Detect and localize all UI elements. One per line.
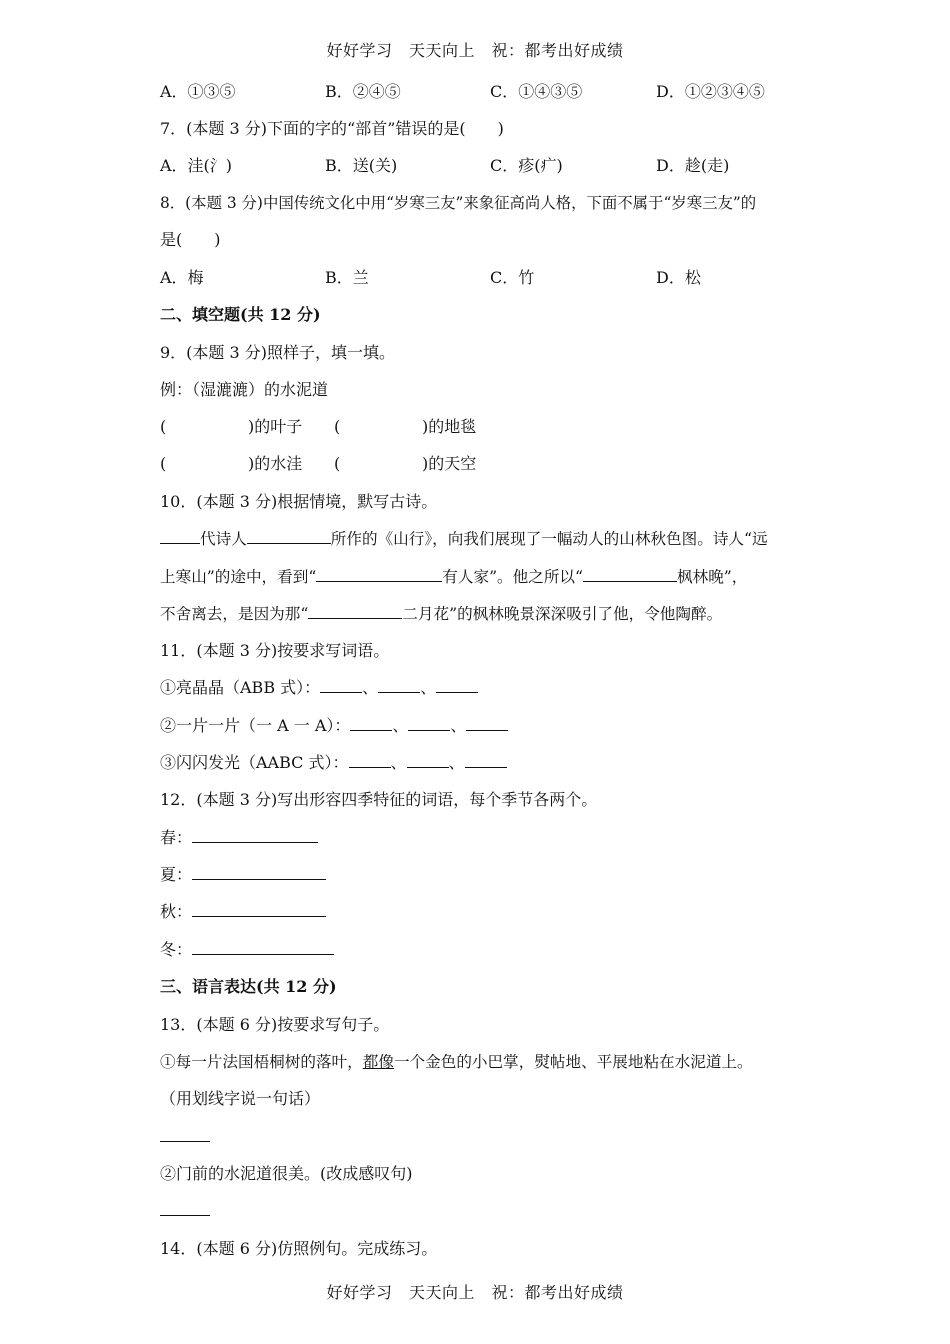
q7-option-a: A．洼(氵) [160, 156, 233, 175]
q13-s1-blank[interactable] [160, 1126, 210, 1142]
q12-spring-blank[interactable] [192, 827, 318, 843]
q11-sep: 、 [390, 753, 407, 772]
q8-stem-line2: 是( ) [160, 230, 221, 249]
q11-item2-blank1[interactable] [350, 715, 392, 731]
q12-winter-blank[interactable] [192, 939, 334, 955]
q6-option-b: B．②④⑤ [325, 82, 401, 101]
q10-text-3b: 二月花”的枫林晚景深深吸引了他，令他陶醉。 [402, 605, 723, 623]
q8-option-b: B．兰 [325, 268, 369, 287]
section-fill-in-heading: 二、填空题(共 12 分) [160, 305, 321, 324]
q11-item1 [160, 677, 478, 699]
q10-text-2b: 有人家”。他之所以“ [442, 568, 583, 586]
q9-row1-a-open: ( [160, 417, 167, 436]
q13-s1-underlined: 都像 [362, 1053, 394, 1071]
q12-autumn-label: 秋： [160, 902, 193, 921]
q12-winter-label: 冬： [160, 940, 193, 959]
q9-row2-b-open: ( [334, 454, 341, 473]
q10-text-1b: 所作的《山行》，向我们展现了一幅动人的山林秋色图。诗人“远 [330, 530, 768, 548]
q12-autumn-blank[interactable] [192, 901, 326, 917]
q10-blank-poet[interactable] [247, 528, 331, 544]
q11-sep: 、 [362, 678, 379, 697]
q10-text-2c: 枫林晚”， [677, 568, 748, 586]
q8-option-a: A．梅 [160, 268, 204, 287]
q12-summer-label: 夏： [160, 865, 193, 884]
q8-stem-line1: 8．(本题 3 分)中国传统文化中用“岁寒三友”来象征高尚人格，下面不属于“岁寒三友”的 [160, 194, 757, 212]
q13-stem: 13．(本题 6 分)按要求写句子。 [160, 1015, 390, 1034]
q13-s1-answer-line[interactable] [160, 1126, 210, 1148]
q11-item3-blank1[interactable] [349, 752, 391, 768]
q8-option-c: C．竹 [490, 268, 535, 287]
q10-blank-verse3[interactable] [308, 603, 402, 619]
q12-summer [160, 864, 326, 886]
q10-stem: 10．(本题 3 分)根据情境，默写古诗。 [160, 492, 438, 511]
q7-stem: 7．(本题 3 分)下面的字的“部首”错误的是( ) [160, 119, 504, 138]
q10-blank-dynasty[interactable] [160, 528, 200, 544]
q12-winter [160, 939, 334, 961]
q14-stem: 14．(本题 6 分)仿照例句。完成练习。 [160, 1239, 438, 1258]
q9-row2-b-close: )的天空 [422, 454, 477, 473]
q13-s2-answer-line[interactable] [160, 1200, 210, 1222]
q10-line2 [160, 566, 747, 588]
q8-option-d: D．松 [656, 268, 701, 287]
q13-s1-note: （用划线字说一句话） [160, 1089, 321, 1108]
q9-stem: 9．(本题 3 分)照样子，填一填。 [160, 343, 396, 362]
q11-item2-blank3[interactable] [466, 715, 508, 731]
q6-option-c: C．①④③⑤ [490, 82, 583, 101]
q13-sentence1 [160, 1051, 753, 1073]
q10-text-2a: 上寒山”的途中，看到“ [160, 568, 317, 586]
q12-summer-blank[interactable] [192, 864, 326, 880]
q11-sep: 、 [450, 716, 467, 735]
q11-item1-blank1[interactable] [320, 677, 362, 693]
q11-item3-blank3[interactable] [465, 752, 507, 768]
q9-row2-a-close: )的水洼 [248, 454, 303, 473]
q11-item2 [160, 715, 508, 737]
q11-item3-label: ③闪闪发光（AABC 式）： [160, 753, 349, 772]
q13-s1-text-b: 一个金色的小巴掌，熨帖地、平展地粘在水泥道上。 [393, 1053, 753, 1071]
q13-sentence2: ②门前的水泥道很美。(改成感叹句) [160, 1164, 413, 1183]
q11-sep: 、 [420, 678, 437, 697]
q7-option-b: B．送(关) [325, 156, 398, 175]
q12-spring-label: 春： [160, 828, 193, 847]
q7-option-d: D．趁(走) [656, 156, 730, 175]
q11-stem: 11．(本题 3 分)按要求写词语。 [160, 641, 390, 660]
q9-row1-b-close: )的地毯 [422, 417, 477, 436]
q12-spring [160, 827, 318, 849]
q11-sep: 、 [392, 716, 409, 735]
section-language-heading: 三、语言表达(共 12 分) [160, 977, 337, 996]
q12-autumn [160, 901, 326, 923]
q11-item2-label: ②一片一片（一 A 一 A）： [160, 716, 351, 735]
q10-line1 [160, 528, 768, 550]
q11-item3-blank2[interactable] [407, 752, 449, 768]
q6-option-d: D．①②③④⑤ [656, 82, 765, 101]
q10-text-3a: 不舍离去，是因为那“ [160, 605, 309, 623]
page-footer: 好好学习 天天向上 祝：都考出好成绩 [326, 1283, 624, 1302]
q10-blank-verse2[interactable] [583, 566, 677, 582]
q9-row1-b-open: ( [334, 417, 341, 436]
q13-s1-text-a: ①每一片法国梧桐树的落叶， [160, 1053, 363, 1071]
q11-sep: 、 [448, 753, 465, 772]
q12-stem: 12．(本题 3 分)写出形容四季特征的词语，每个季节各两个。 [160, 790, 598, 809]
q10-blank-verse1[interactable] [316, 566, 442, 582]
q9-row2-a-open: ( [160, 454, 167, 473]
q10-line3 [160, 603, 722, 625]
q9-row1-a-close: )的叶子 [248, 417, 303, 436]
q9-example: 例：（湿漉漉）的水泥道 [160, 380, 329, 399]
q7-option-c: C．疹(疒) [490, 156, 563, 175]
q13-s2-blank[interactable] [160, 1200, 210, 1216]
q11-item2-blank2[interactable] [408, 715, 450, 731]
q11-item1-blank2[interactable] [378, 677, 420, 693]
q11-item3 [160, 752, 507, 774]
q6-option-a: A．①③⑤ [160, 82, 236, 101]
page-header: 好好学习 天天向上 祝：都考出好成绩 [326, 41, 624, 60]
q11-item1-label: ①亮晶晶（ABB 式）： [160, 678, 321, 697]
q11-item1-blank3[interactable] [436, 677, 478, 693]
q10-text-1a: 代诗人 [200, 530, 247, 548]
